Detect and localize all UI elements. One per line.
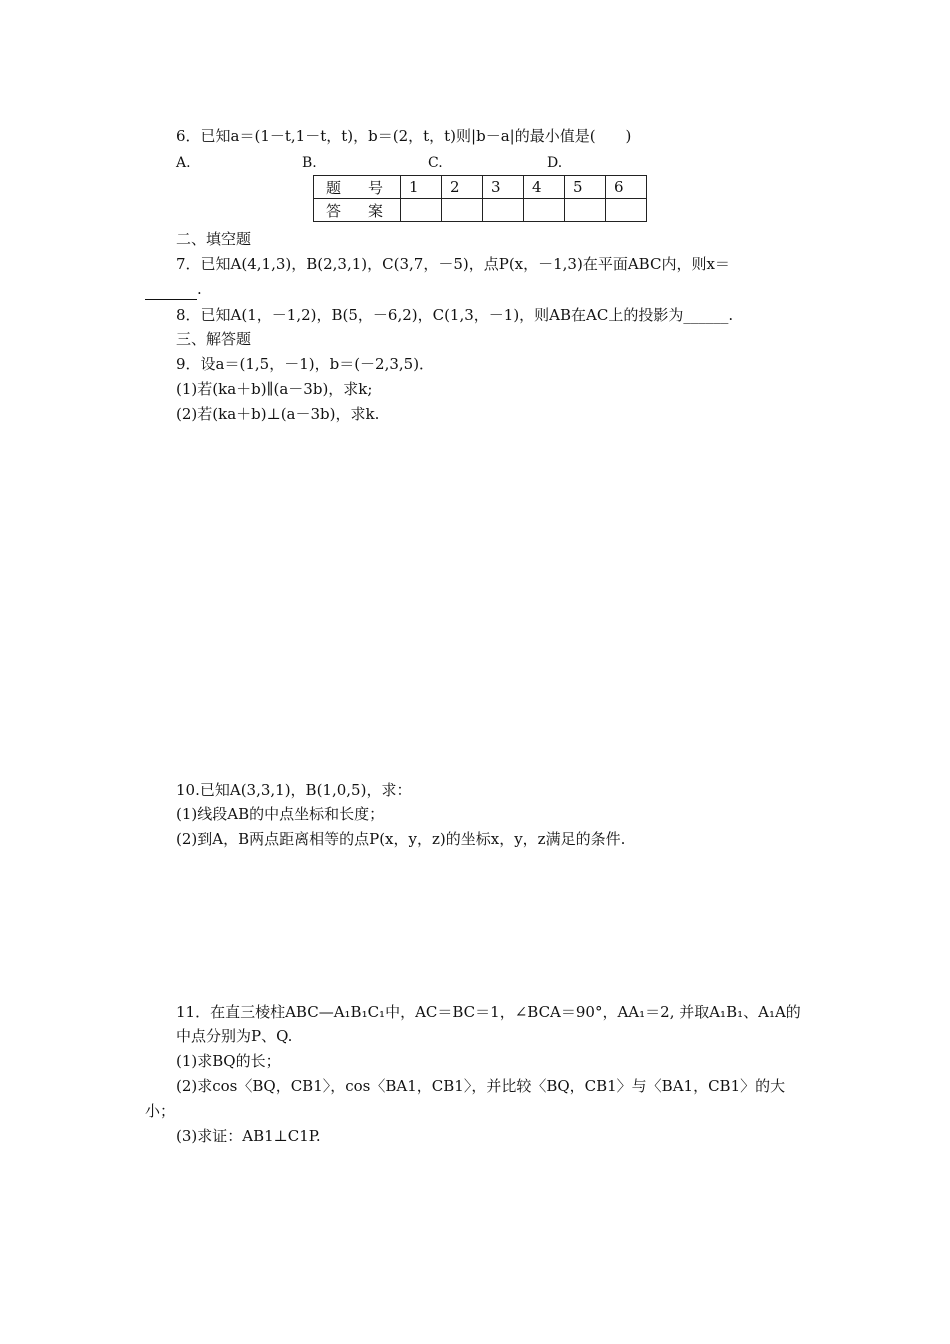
question-11-part-1: (1)求BQ的长；	[176, 1052, 281, 1070]
question-6-stem: 6．已知a＝(1－t,1－t，t)，b＝(2，t，t)则|b－a|的最小值是( )	[176, 127, 632, 145]
answer-table-row-numbers	[314, 176, 647, 199]
question-11-part-2-cont: 小；	[145, 1102, 176, 1120]
option-b: B.	[302, 155, 317, 171]
question-10-stem: 10.已知A(3,3,1)，B(1,0,5)，求：	[176, 781, 412, 799]
question-7-line-1: 7．已知A(4,1,3)，B(2,3,1)，C(3,7，－5)，点P(x，－1,3)在平面ABC内，则x＝	[176, 255, 730, 273]
option-d: D.	[547, 155, 563, 171]
answer-cell[interactable]	[442, 199, 483, 222]
question-9-part-2: (2)若(ka＋b)⊥(a－3b)，求k.	[176, 405, 380, 423]
answer-cell[interactable]	[483, 199, 524, 222]
question-9-part-1: (1)若(ka＋b)∥(a－3b)，求k;	[176, 380, 373, 398]
answer-cell[interactable]	[524, 199, 565, 222]
answer-table-row-answers	[314, 199, 647, 222]
option-a: A.	[176, 155, 191, 171]
question-10-part-1: (1)线段AB的中点坐标和长度；	[176, 805, 385, 823]
question-number-cell: 5	[565, 176, 606, 199]
question-number-cell: 2	[442, 176, 483, 199]
answer-table	[313, 175, 647, 222]
question-11-part-2: (2)求cos〈BQ，CB1〉，cos〈BA1，CB1〉，并比较〈BQ，CB1〉与〈BA1，CB1〉的大	[176, 1077, 786, 1095]
answer-cell[interactable]	[606, 199, 647, 222]
question-number-cell: 3	[483, 176, 524, 199]
answer-header: 答 案	[314, 199, 401, 222]
answer-blank[interactable]	[145, 283, 197, 300]
question-11-line-1: 11．在直三棱柱ABC—A₁B₁C₁中，AC＝BC＝1，∠BCA＝90°，AA₁＝2, 并取A₁B₁、A₁A的	[176, 1003, 801, 1021]
question-9-stem: 9．设a＝(1,5，－1)，b＝(－2,3,5)．	[176, 355, 435, 373]
answer-cell[interactable]	[565, 199, 606, 222]
question-7-line-2: .	[145, 278, 202, 300]
option-c: C.	[428, 155, 443, 171]
section-fill-in-heading: 二、填空题	[176, 230, 252, 248]
question-number-cell: 1	[401, 176, 442, 199]
question-number-cell: 6	[606, 176, 647, 199]
answer-cell[interactable]	[401, 199, 442, 222]
section-answer-heading: 三、解答题	[176, 330, 252, 348]
question-11-part-3: (3)求证：AB1⊥C1P.	[176, 1127, 321, 1145]
question-number-cell: 4	[524, 176, 565, 199]
question-8: 8．已知A(1，－1,2)，B(5，－6,2)，C(1,3，－1)，则AB在AC上的投影为______.	[176, 306, 734, 324]
question-11-line-2: 中点分别为P、Q.	[176, 1027, 293, 1045]
question-10-part-2: (2)到A，B两点距离相等的点P(x，y，z)的坐标x，y，z满足的条件.	[176, 830, 626, 848]
question-number-header: 题 号	[314, 176, 401, 199]
